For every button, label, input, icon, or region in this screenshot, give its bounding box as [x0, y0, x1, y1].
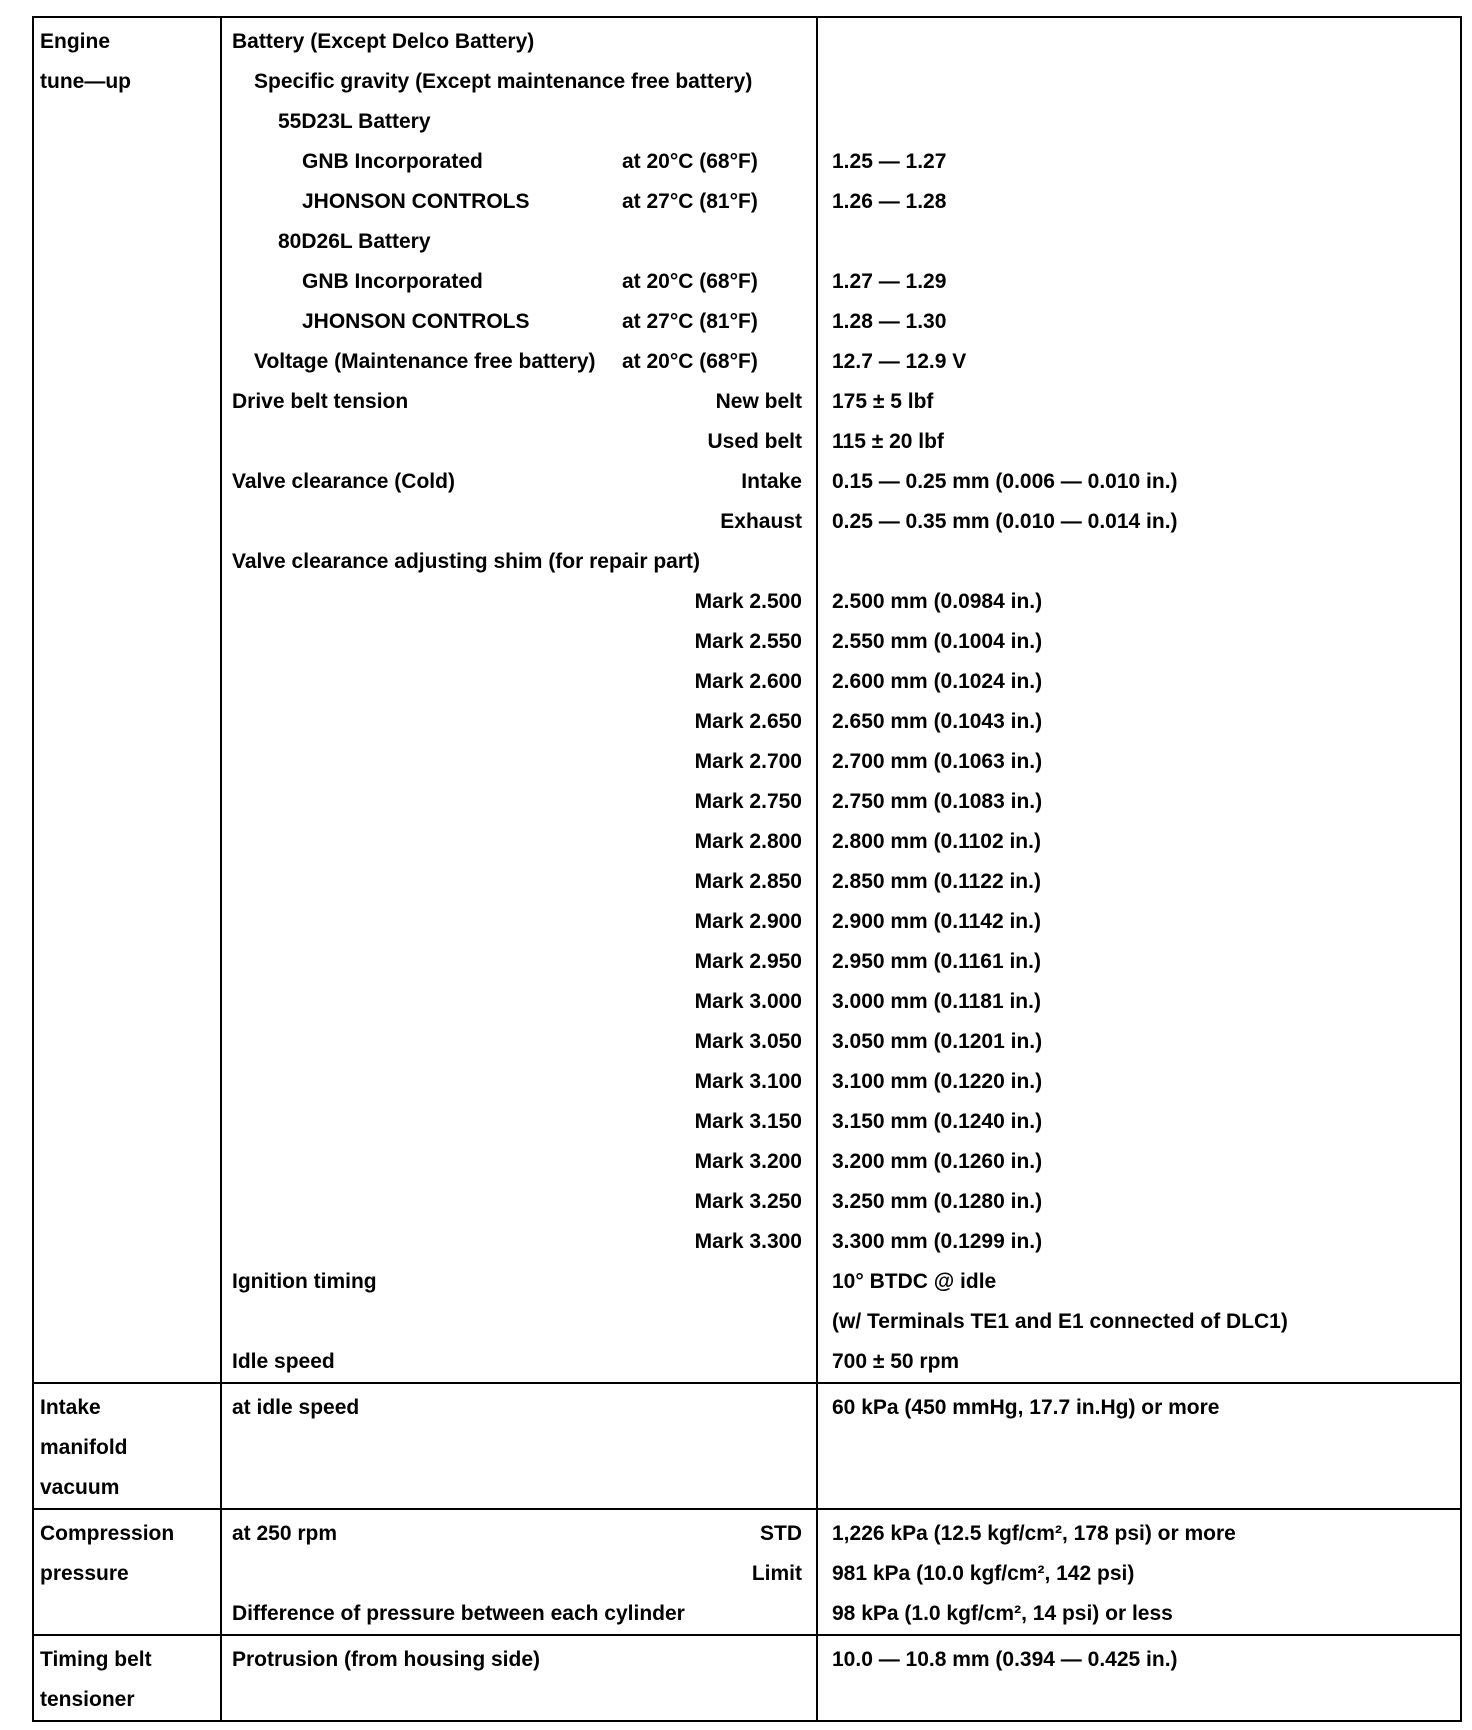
category-cell — [34, 1636, 222, 1720]
item-label: JHONSON CONTROLS — [302, 310, 530, 333]
condition-label: at 20°C (68°F) — [622, 150, 758, 173]
item-row — [232, 102, 816, 142]
category-cell — [34, 1384, 222, 1508]
item-row — [232, 1142, 816, 1182]
spec-value: 3.100 mm (0.1220 in.) — [832, 1070, 1043, 1093]
category-label: vacuum — [40, 1476, 120, 1499]
item-label: GNB Incorporated — [302, 150, 483, 173]
item-row — [232, 22, 816, 62]
item-label: at idle speed — [232, 1396, 360, 1419]
item-row — [232, 1514, 816, 1554]
spec-value: 1.27 — 1.29 — [832, 270, 947, 293]
item-row — [232, 1182, 816, 1222]
condition-label: Mark 3.100 — [694, 1070, 802, 1093]
item-row — [232, 382, 816, 422]
category-cell — [34, 1510, 222, 1634]
spec-value: 0.25 — 0.35 mm (0.010 — 0.014 in.) — [832, 510, 1178, 533]
item-row — [232, 662, 816, 702]
condition-label: Mark 3.250 — [694, 1190, 802, 1213]
item-row — [232, 182, 816, 222]
spec-value: 98 kPa (1.0 kgf/cm², 14 psi) or less — [832, 1602, 1173, 1625]
item-row — [232, 1468, 816, 1508]
condition-label: Mark 3.000 — [694, 990, 802, 1013]
spec-value: 700 ± 50 rpm — [832, 1350, 960, 1373]
item-row — [232, 942, 816, 982]
item-label: Ignition timing — [232, 1270, 377, 1293]
item-row — [232, 302, 816, 342]
condition-label: Exhaust — [720, 510, 802, 533]
condition-label: Mark 2.500 — [694, 590, 802, 613]
item-label: Idle speed — [232, 1350, 335, 1373]
item-row — [232, 1062, 816, 1102]
spec-value-cell — [818, 1510, 1460, 1634]
category-label: tune—up — [40, 70, 131, 93]
item-row — [232, 142, 816, 182]
condition-label: at 27°C (81°F) — [622, 190, 758, 213]
spec-value: 2.750 mm (0.1083 in.) — [832, 790, 1043, 813]
condition-label: at 20°C (68°F) — [622, 350, 758, 373]
condition-label: Mark 3.150 — [694, 1110, 802, 1133]
section-compression — [34, 1510, 1460, 1636]
section-engine — [34, 18, 1460, 1384]
spec-value: 2.950 mm (0.1161 in.) — [832, 950, 1041, 973]
spec-value-cell — [818, 1636, 1460, 1720]
spec-value: 175 ± 5 lbf — [832, 390, 934, 413]
condition-label: at 20°C (68°F) — [622, 270, 758, 293]
category-label: Intake — [40, 1396, 101, 1419]
spec-value: 2.700 mm (0.1063 in.) — [832, 750, 1043, 773]
spec-value: 3.150 mm (0.1240 in.) — [832, 1110, 1043, 1133]
item-row — [232, 982, 816, 1022]
condition-label: Mark 2.600 — [694, 670, 802, 693]
item-row — [232, 1302, 816, 1342]
item-cell — [222, 18, 818, 1382]
item-row — [232, 262, 816, 302]
section-intake — [34, 1384, 1460, 1510]
item-row — [232, 582, 816, 622]
item-row — [232, 422, 816, 462]
item-row — [232, 1388, 816, 1428]
spec-value: 3.200 mm (0.1260 in.) — [832, 1150, 1043, 1173]
condition-label: Mark 2.550 — [694, 630, 802, 653]
item-row — [232, 822, 816, 862]
item-label: Protrusion (from housing side) — [232, 1648, 540, 1671]
item-row — [232, 1554, 816, 1594]
item-row — [232, 862, 816, 902]
item-row — [232, 782, 816, 822]
spec-value: 1,226 kPa (12.5 kgf/cm², 178 psi) or more — [832, 1522, 1236, 1545]
spec-value — [832, 102, 1460, 142]
item-row — [232, 1262, 816, 1302]
item-label: JHONSON CONTROLS — [302, 190, 530, 213]
spec-value: 115 ± 20 lbf — [832, 430, 944, 453]
spec-value — [832, 1428, 1460, 1468]
spec-value: 2.500 mm (0.0984 in.) — [832, 590, 1043, 613]
item-row — [232, 1594, 816, 1634]
spec-value: 0.15 — 0.25 mm (0.006 — 0.010 in.) — [832, 470, 1178, 493]
item-row — [232, 1428, 816, 1468]
item-row — [232, 1680, 816, 1720]
item-row — [232, 1640, 816, 1680]
condition-label: Limit — [751, 1562, 802, 1585]
item-row — [232, 1222, 816, 1262]
item-row — [232, 62, 816, 102]
item-label: Voltage (Maintenance free battery) — [254, 350, 596, 373]
spec-value: 981 kPa (10.0 kgf/cm², 142 psi) — [832, 1562, 1135, 1585]
spec-value: 1.28 — 1.30 — [832, 310, 947, 333]
item-label: 80D26L Battery — [278, 230, 431, 253]
spec-value: 3.050 mm (0.1201 in.) — [832, 1030, 1043, 1053]
item-cell — [222, 1384, 818, 1508]
item-row — [232, 1342, 816, 1382]
spec-value: 2.800 mm (0.1102 in.) — [832, 830, 1041, 853]
item-row — [232, 542, 816, 582]
item-row — [232, 222, 816, 262]
spec-value: 1.26 — 1.28 — [832, 190, 947, 213]
spec-value — [832, 1468, 1460, 1508]
item-label: Valve clearance (Cold) — [232, 470, 455, 493]
spec-value: 60 kPa (450 mmHg, 17.7 in.Hg) or more — [832, 1396, 1220, 1419]
section-timing — [34, 1636, 1460, 1720]
condition-label: Intake — [741, 470, 802, 493]
item-row — [232, 1022, 816, 1062]
item-row — [232, 462, 816, 502]
item-row — [232, 502, 816, 542]
condition-label: Mark 3.300 — [694, 1230, 802, 1253]
category-label: pressure — [40, 1562, 129, 1585]
item-label: 55D23L Battery — [278, 110, 431, 133]
condition-label: Mark 3.050 — [694, 1030, 802, 1053]
spec-value — [832, 542, 1460, 582]
spec-value: 3.250 mm (0.1280 in.) — [832, 1190, 1043, 1213]
condition-label: New belt — [715, 390, 802, 413]
item-label: GNB Incorporated — [302, 270, 483, 293]
category-label: manifold — [40, 1436, 128, 1459]
item-row — [232, 622, 816, 662]
category-label: Timing belt — [40, 1648, 152, 1671]
spec-value: 2.550 mm (0.1004 in.) — [832, 630, 1043, 653]
condition-label: Used belt — [707, 430, 802, 453]
condition-label: at 27°C (81°F) — [622, 310, 758, 333]
condition-label: Mark 3.200 — [694, 1150, 802, 1173]
spec-value — [832, 1680, 1460, 1720]
item-cell — [222, 1636, 818, 1720]
spec-value — [832, 22, 1460, 62]
category-cell — [34, 18, 222, 1382]
category-label: Compression — [40, 1522, 175, 1545]
spec-value: 3.000 mm (0.1181 in.) — [832, 990, 1041, 1013]
spec-value: 1.25 — 1.27 — [832, 150, 947, 173]
item-row — [232, 702, 816, 742]
item-row — [232, 1102, 816, 1142]
spec-value-cell — [818, 1384, 1460, 1508]
condition-label: Mark 2.950 — [694, 950, 802, 973]
spec-value: 10° BTDC @ idle — [832, 1270, 997, 1293]
item-label: Valve clearance adjusting shim (for repair part) — [232, 550, 700, 573]
spec-value: 10.0 — 10.8 mm (0.394 — 0.425 in.) — [832, 1648, 1178, 1671]
condition-label: Mark 2.800 — [694, 830, 802, 853]
item-label: Battery (Except Delco Battery) — [232, 30, 535, 53]
category-label: tensioner — [40, 1688, 135, 1711]
item-row — [232, 742, 816, 782]
spec-value — [832, 222, 1460, 262]
item-label: Specific gravity (Except maintenance free battery) — [254, 70, 753, 93]
item-label: at 250 rpm — [232, 1522, 338, 1545]
spec-value: 2.600 mm (0.1024 in.) — [832, 670, 1043, 693]
spec-value: 12.7 — 12.9 V — [832, 350, 967, 373]
spec-value: 2.850 mm (0.1122 in.) — [832, 870, 1041, 893]
item-cell — [222, 1510, 818, 1634]
item-row — [232, 902, 816, 942]
spec-value: 3.300 mm (0.1299 in.) — [832, 1230, 1043, 1253]
spec-value: 2.650 mm (0.1043 in.) — [832, 710, 1043, 733]
condition-label: STD — [760, 1522, 802, 1545]
spec-value: 2.900 mm (0.1142 in.) — [832, 910, 1041, 933]
condition-label: Mark 2.850 — [694, 870, 802, 893]
spec-value — [832, 62, 1460, 102]
item-row — [232, 342, 816, 382]
spec-table — [32, 16, 1462, 1722]
condition-label: Mark 2.900 — [694, 910, 802, 933]
item-label: Drive belt tension — [232, 390, 409, 413]
item-label: Difference of pressure between each cylinder — [232, 1602, 685, 1625]
condition-label: Mark 2.750 — [694, 790, 802, 813]
condition-label: Mark 2.650 — [694, 710, 802, 733]
spec-value-cell — [818, 18, 1460, 1382]
category-label: Engine — [40, 30, 111, 53]
spec-value: (w/ Terminals TE1 and E1 connected of DLC1) — [832, 1310, 1288, 1333]
condition-label: Mark 2.700 — [694, 750, 802, 773]
